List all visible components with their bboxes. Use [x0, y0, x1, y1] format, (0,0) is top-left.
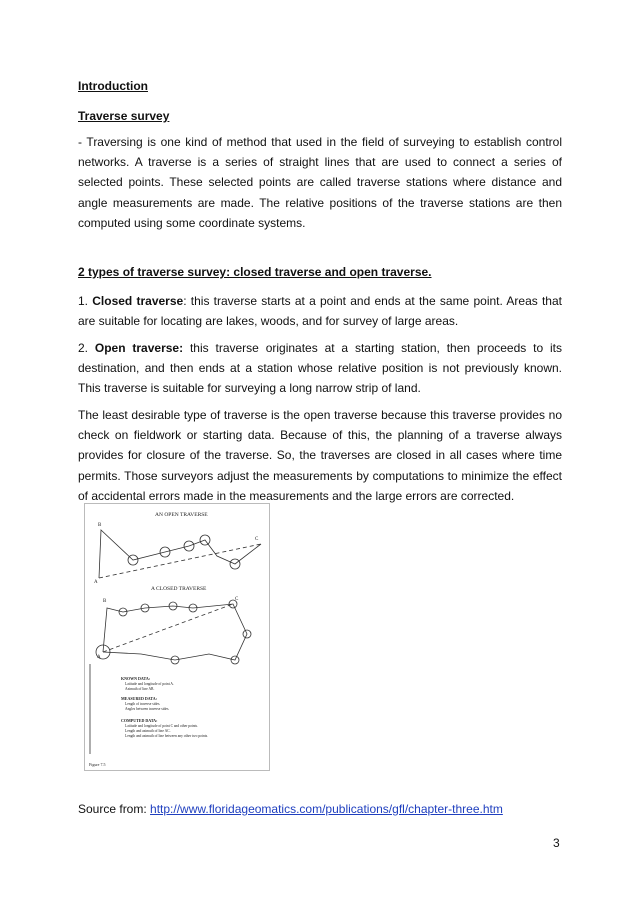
closed-label-c: C [235, 597, 239, 602]
traverse-diagram [85, 504, 269, 770]
open-traverse-title: AN OPEN TRAVERSE [155, 512, 208, 518]
source-link[interactable]: http://www.floridageomatics.com/publications/gfl/chapter-three.htm [150, 802, 503, 816]
closed-label-a: A [97, 655, 101, 660]
figure-caption: Figure 7.5 [89, 762, 106, 767]
closed-traverse-title: A CLOSED TRAVERSE [151, 586, 207, 592]
computed-data-3: Length and azimuth of line between any other two points. [125, 734, 209, 738]
closed-number: 1. [78, 294, 89, 308]
closed-term: Closed traverse [92, 294, 184, 308]
open-traverse-line [99, 530, 261, 578]
closed-traverse-closing-line [103, 604, 233, 652]
known-data-2: Azimuth of line AB. [125, 687, 155, 691]
paragraph-closed-traverse [78, 291, 562, 331]
measured-data-1: Length of traverse sides. [125, 702, 161, 706]
paragraph-open-traverse [78, 338, 562, 399]
paragraph-least-desirable: The least desirable type of traverse is the open traverse because this traverse provides no check on fieldwork or starting data. Because of this, the planning of a traverse always provides for closure of the traverse. So, the traverses are closed in all cases where time permits. Those surveyors adjust the measurements by computations to minimize the effect of accidental errors made in the measurements and the large errors are corrected. [78, 408, 562, 503]
traverse-figure [84, 503, 270, 771]
closed-label-b: B [103, 599, 107, 604]
heading-traverse-survey: Traverse survey [78, 109, 170, 123]
open-term: Open traverse: [94, 341, 184, 355]
source-line [78, 799, 562, 819]
measured-data-title: MEASURED DATA: [121, 696, 157, 701]
computed-data-1: Latitude and longitude of point C and other points. [125, 724, 198, 728]
measured-data-2: Angles between traverse sides. [125, 707, 170, 711]
open-traverse-closing-line [99, 544, 261, 578]
open-label-c: C [255, 537, 259, 542]
known-data-1: Latitude and longitude of point A. [125, 682, 174, 686]
computed-data-2: Length and azimuth of line AC. [125, 729, 171, 733]
closed-traverse-line [103, 604, 247, 660]
source-label: Source from: [78, 802, 151, 816]
open-number: 2. [78, 341, 89, 355]
known-data-title: KNOWN DATA: [121, 676, 151, 681]
heading-introduction: Introduction [78, 79, 148, 93]
computed-data-title: COMPUTED DATA: [121, 718, 158, 723]
open-label-a: A [94, 580, 98, 585]
open-text: this traverse originates at a starting station, then proceeds to its destination, and then ends at a station whose relative position is not previously known. This traverse is suitable for surveying a long narrow strip of land. [78, 341, 562, 396]
open-label-b: B [98, 523, 102, 528]
closed-text: : this traverse starts at a point and ends at the same point. Areas that are suitable for locating are lakes, woods, and for survey of large areas. [78, 294, 562, 329]
page-number: 3 [553, 836, 560, 850]
paragraph-traversing: - Traversing is one kind of method that used in the field of surveying to establish control networks. A traverse is a series of straight lines that are used to connect a series of selected points. These selected points are called traverse stations where distance and angle measurements are made. The relative positions of the traverse stations are then computed using some coordinate systems. [78, 135, 562, 230]
heading-types-of-traverse: 2 types of traverse survey: closed traverse and open traverse. [78, 265, 432, 279]
